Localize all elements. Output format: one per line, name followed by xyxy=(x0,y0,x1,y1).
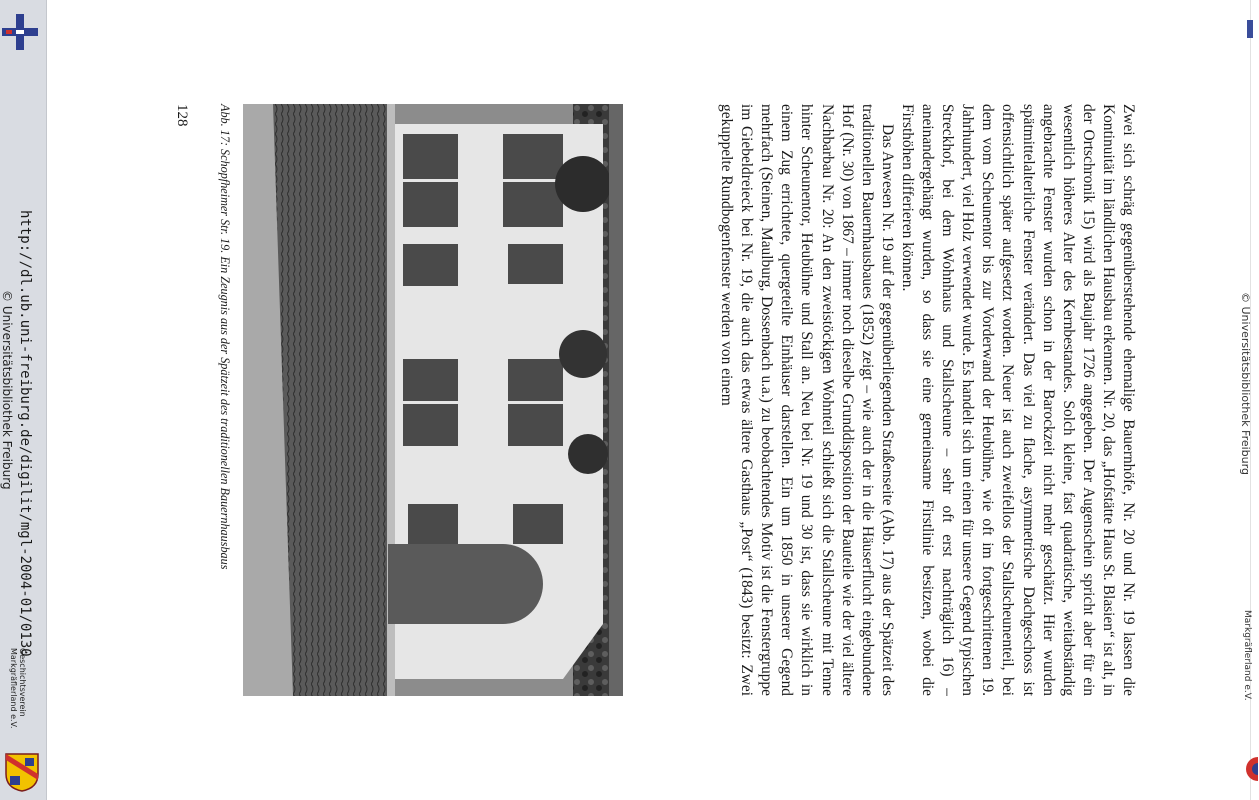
document-url[interactable]: http://dl.ub.uni-freiburg.de/digilit/mgl-2004-01/0130 xyxy=(17,210,33,657)
society-label xyxy=(9,648,27,729)
book-page xyxy=(138,104,1138,696)
paragraph-2: Das Anwesen Nr. 19 auf der gegenüberliegenden Straßenseite (Abb. 17) aus der Spätzeit des traditionellen Bauernhausbaues (1852) zeigt – wie auch der in die Häuserflucht eingebundene Hof (Nr. 30) von 1867 – immer noch dieselbe Grunddisposition der Bauteile wie der viel ältere Nachbarbau Nr. 20: An den zweistöckigen Wohnteil schließt sich die Stallscheune mit Tenne hinter Scheunentor, Heubühne und Stall an. Neu bei Nr. 19 und 30 ist, dass sie wirklich in einem Zug errichtete, quergeteilte Einhäuser darstellen. Ein um 1850 in unserer Gegend mehrfach (Steinen, Maulburg, Dossenbach u.a.) zu beobachtendes Motiv ist die Fenstergruppe im Giebeldreieck bei Nr. 19, die auch das etwas ältere Gasthaus „Post“ (1843) besitzt: Zwei gekuppelte Rundbogenfenster werden von einem xyxy=(718,104,896,696)
right-header-text: © Universitätsbibliothek Freiburg xyxy=(1239,292,1252,475)
society-line-1: Geschichtsverein xyxy=(18,648,27,717)
right-seal-icon xyxy=(1242,754,1258,784)
page-number: 128 xyxy=(174,104,190,127)
figure-caption: Abb. 17: Schopfheimer Str. 19. Ein Zeugnis aus der Spätzeit des traditionellen Bauernhausbaus xyxy=(218,104,232,570)
paragraph-1: Zwei sich schräg gegenüberstehende ehemalige Bauernhöfe, Nr. 20 und Nr. 19 lassen die Kontinuität im ländlichen Hausbau erkennen. Nr. 20, das „Hofstätte Haus St. Blasien“ ist alt, in der Ortschronik 15) wird als Baujahr 1726 angegeben. Der Augenschein spricht aber für ein wesentlich höheres Alter des Kernbestandes. Solch kleine, fast quadratische, weitabständig angebrachte Fenster wurden schon in der Barockzeit nicht mehr geschätzt. Hier wurden spätmittelalterliche Fenster verändert. Das viel zu flache, asymmetrische Dachgeschoss ist offensichtlich später aufgesetzt worden. Neuer ist auch zweifellos der Stallscheunenteil, bei dem vom Scheunentor bis zur Vorderwand der Heubühne, wie oft im fortgeschrittenen 19. Jahrhundert, viel Holz verwendet wurde. Es handelt sich um einen für unsere Gegend typischen Streckhof, bei dem Wohnhaus und Stallscheune – sehr oft erst nachträglich 16) – aneinandergehängt wurden, so dass sie eine gemeinsame Firstlinie besitzen, wobei die Firsthöhen differieren können. xyxy=(898,104,1137,696)
copyright-notice: © Universitätsbibliothek Freiburg xyxy=(0,290,14,490)
society-crest-icon xyxy=(4,752,40,792)
right-logo-icon xyxy=(1247,20,1253,38)
right-small-text: Markgräflerland e.V. xyxy=(1242,610,1252,701)
university-logo-icon xyxy=(2,14,38,50)
house-photo xyxy=(243,104,623,696)
society-line-2: Markgräflerland e.V. xyxy=(9,648,18,729)
